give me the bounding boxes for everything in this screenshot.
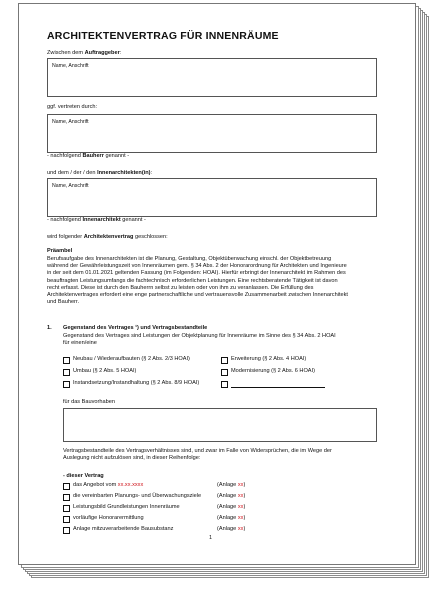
- preamble-line: recht erfasst. Diese ist durch den Bauherrn selbst zu leisten oder von ihm zu veranlassen. Die Erfüllung des: [47, 284, 314, 291]
- components-line: Vertragsbestandteile des Vertragsverhältnisses sind, und zwar im Falle von Widersprüchen, die im Wege der: [63, 448, 332, 454]
- attachment-checkbox[interactable]: [63, 483, 70, 490]
- document-page: [18, 3, 416, 565]
- between-line: Zwischen dem Auftraggeber:: [47, 50, 122, 56]
- attachment-label: das Angebot vom xx.xx.xxxx: [73, 482, 144, 488]
- innenarchitekt-note: - nachfolgend Innenarchitekt genannt -: [47, 217, 146, 223]
- project-field[interactable]: [63, 408, 377, 442]
- section1-text: [63, 333, 393, 347]
- und-dem-line: und dem / der / den Innenarchitekten(in):: [47, 170, 153, 176]
- attachment-checkbox[interactable]: [63, 505, 70, 512]
- erweiterung-checkbox[interactable]: [221, 357, 228, 364]
- this-contract-label: - dieser Vertrag: [63, 473, 104, 479]
- other-option-checkbox[interactable]: [221, 381, 228, 388]
- neubau-checkbox[interactable]: [63, 357, 70, 364]
- preamble-line: Berufsaufgabe des Innenarchitekten ist die Planung, Gestaltung, Objektüberwachung einschl. der Objektbetreuung: [47, 256, 332, 262]
- field-placeholder: Name, Anschrift: [52, 119, 89, 125]
- project-label: für das Bauvorhaben: [63, 399, 115, 405]
- attachment-checkbox[interactable]: [63, 527, 70, 534]
- page-number: 1: [209, 535, 213, 541]
- attachment-label: vorläufige Honorarermittlung: [73, 515, 144, 521]
- erweiterung-label: Erweiterung (§ 2 Abs. 4 HOAI): [231, 356, 307, 362]
- represented-by-label: ggf. vertreten durch:: [47, 104, 98, 110]
- auftraggeber-field[interactable]: [47, 58, 377, 97]
- instandsetzung-checkbox[interactable]: [63, 381, 70, 388]
- attachment-annex: (Anlage xx): [217, 526, 246, 532]
- preamble-line: Architektenvertrages erfordert eine enge partnerschaftliche und vertrauensvolle Zusammenarbeit zwischen Innenarchitekt: [47, 292, 348, 299]
- attachment-annex: (Anlage xx): [217, 482, 246, 488]
- innenarchitekt-field[interactable]: [47, 178, 377, 217]
- preamble-line: während der Gewährleistungszeit von Innenräumen gem. § 34 Abs. 2 der Honorarordnung für Architekten und Ingenieure: [47, 263, 347, 270]
- modernisierung-checkbox[interactable]: [221, 369, 228, 376]
- section1-title: Gegenstand des Vertrages ¹) und Vertragsbestandteile: [63, 325, 208, 331]
- components-text: [63, 448, 393, 462]
- instandsetzung-label: Instandsetzung/Instandhaltung (§ 2 Abs. 8/9 HOAI): [73, 380, 200, 386]
- section1-line: für einen/eine: [63, 340, 97, 347]
- modernisierung-label: Modernisierung (§ 2 Abs. 6 HOAI): [231, 368, 315, 374]
- section1-number: 1.: [47, 325, 52, 331]
- attachment-label: die vereinbarten Planungs- und Überwachungsziele: [73, 493, 202, 499]
- representative-field[interactable]: [47, 114, 377, 153]
- umbau-label: Umbau (§ 2 Abs. 5 HOAI): [73, 368, 137, 374]
- attachment-label: Anlage mitzuverarbeitende Bausubstanz: [73, 526, 174, 532]
- section1-line: Gegenstand des Vertrages sind Leistungen der Objektplanung für Innenräume im Sinne des § 34 Abs. 2 HOAI: [63, 333, 336, 339]
- preamble-line: und Bauherr.: [47, 299, 80, 306]
- other-option-blank-line[interactable]: [231, 387, 325, 388]
- document-title: ARCHITEKTENVERTRAG FÜR INNENRÄUME: [47, 30, 279, 42]
- field-placeholder: Name, Anschrift: [52, 183, 89, 189]
- attachment-annex: (Anlage xx): [217, 515, 246, 521]
- neubau-label: Neubau / Wiederaufbauten (§ 2 Abs. 2/3 HOAI): [73, 356, 190, 362]
- preamble-text: [47, 256, 397, 306]
- umbau-checkbox[interactable]: [63, 369, 70, 376]
- preamble-title: Präambel: [47, 248, 73, 254]
- attachment-annex: (Anlage xx): [217, 504, 246, 510]
- bauherr-note: - nachfolgend Bauherr genannt -: [47, 153, 130, 159]
- field-placeholder: Name, Anschrift: [52, 63, 89, 69]
- attachment-checkbox[interactable]: [63, 516, 70, 523]
- preamble-line: beauftragten Leistungsumfangs die fachtechnisch erforderlichen Leistungen. Eine rechtsberatende Tätigkeit ist davon: [47, 277, 338, 284]
- attachment-checkbox[interactable]: [63, 494, 70, 501]
- contract-line: wird folgender Architektenvertrag geschlossen:: [47, 234, 168, 240]
- preamble-line: in der seit dem 01.01.2021 geltenden Fassung (im Folgenden: HOAI). Hierfür erbringt der Innenarchitekt im Rahmen des: [47, 270, 346, 277]
- components-line: Auslegung nicht aufzulösen sind, in dieser Reihenfolge:: [63, 455, 201, 462]
- attachment-annex: (Anlage xx): [217, 493, 246, 499]
- attachment-label: Leistungsbild Grundleistungen Innenräume: [73, 504, 180, 510]
